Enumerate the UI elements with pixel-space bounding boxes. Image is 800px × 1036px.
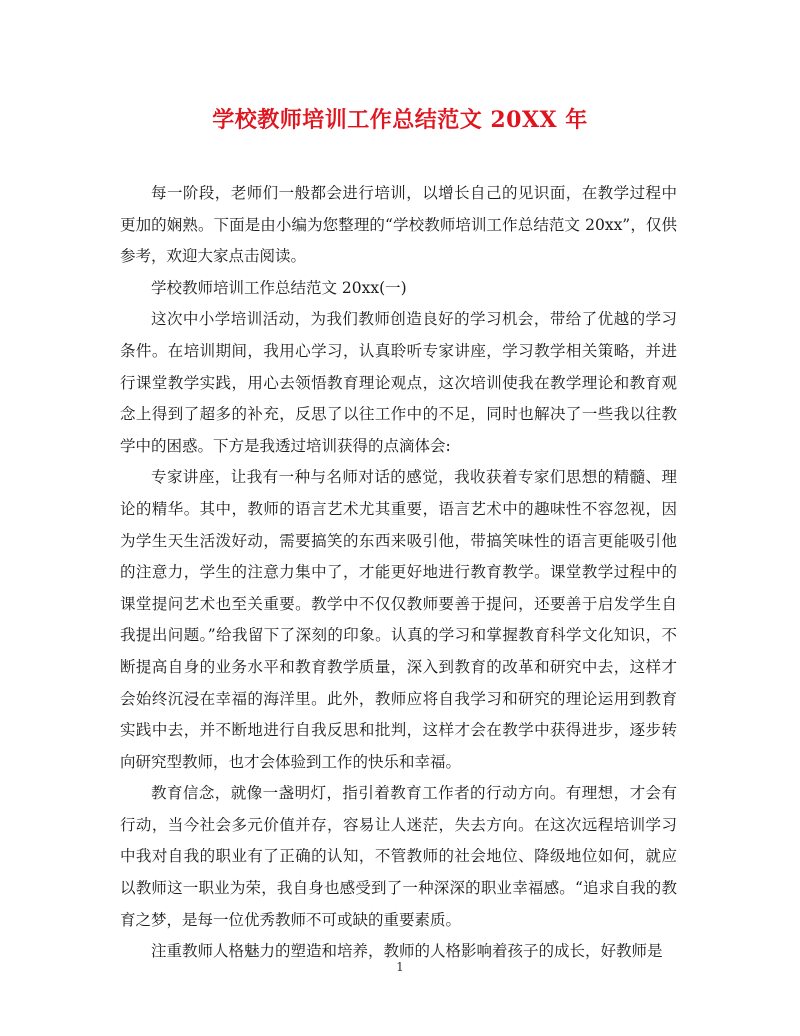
- paragraph-expert-lectures: 专家讲座，让我有一种与名师对话的感觉，我收获着专家们思想的精髓、理论的精华。其中，教师的语言艺术尤其重要，语言艺术中的趣味性不容忽视，因为学生天生活泼好动，需要搞笑的东西来吸引他，带搞笑味性的语言更能吸引他的注意力，学生的注意力集中了，才能更好地进行教育教学。课堂教学过程中的课堂提问艺术也至关重要。教学中不仅仅教师要善于提问，还要善于启发学生自我提出问题。”给我留下了深刻的印象。认真的学习和掌握教育科学文化知识，不断提高自身的业务水平和教育教学质量，深入到教育的改革和研究中去，这样才会始终沉浸在幸福的海洋里。此外，教师应将自我学习和研究的理论运用到教育实践中去，并不断地进行自我反思和批判，这样才会在教学中获得进步，逐步转向研究型教师，也才会体验到工作的快乐和幸福。: [120, 468, 677, 771]
- paragraph-education-belief: 教育信念，就像一盏明灯，指引着教育工作者的行动方向。有理想，才会有行动，当今社会多元价值并存，容易让人迷茫，失去方向。在这次远程培训学习中我对自我的职业有了正确的认知，不管教师的社会地位、降级地位如何，就应以教师这一职业为荣，我自身也感受到了一种深深的职业幸福感。“追求自我的教育之梦，是每一位优秀教师不可或缺的重要素质。: [120, 784, 677, 929]
- document-title: 学校教师培训工作总结范文 20XX 年: [212, 107, 588, 133]
- section-heading: 学校教师培训工作总结范文 20xx(一): [151, 278, 407, 297]
- page-number: 1: [396, 960, 404, 974]
- paragraph-intro: 每一阶段，老师们一般都会进行培训，以增长自己的见识面，在教学过程中更加的娴熟。下面是由小编为您整理的“学校教师培训工作总结范文 20xx”，仅供参考，欢迎大家点击阅读。: [120, 184, 677, 266]
- paragraph-training-activity: 这次中小学培训活动，为我们教师创造良好的学习机会，带给了优越的学习条件。在培训期间，我用心学习，认真聆听专家讲座，学习教学相关策略，并进行课堂教学实践，用心去领悟教育理论观点，这次培训使我在教学理论和教育观念上得到了超多的补充，反思了以往工作中的不足，同时也解决了一些我以往教学中的困惑。下方是我透过培训获得的点滴体会:: [120, 310, 677, 455]
- paragraph-teacher-charisma: 注重教师人格魅力的塑造和培养，教师的人格影响着孩子的成长，好教师是: [151, 942, 663, 961]
- document-body: [120, 178, 677, 968]
